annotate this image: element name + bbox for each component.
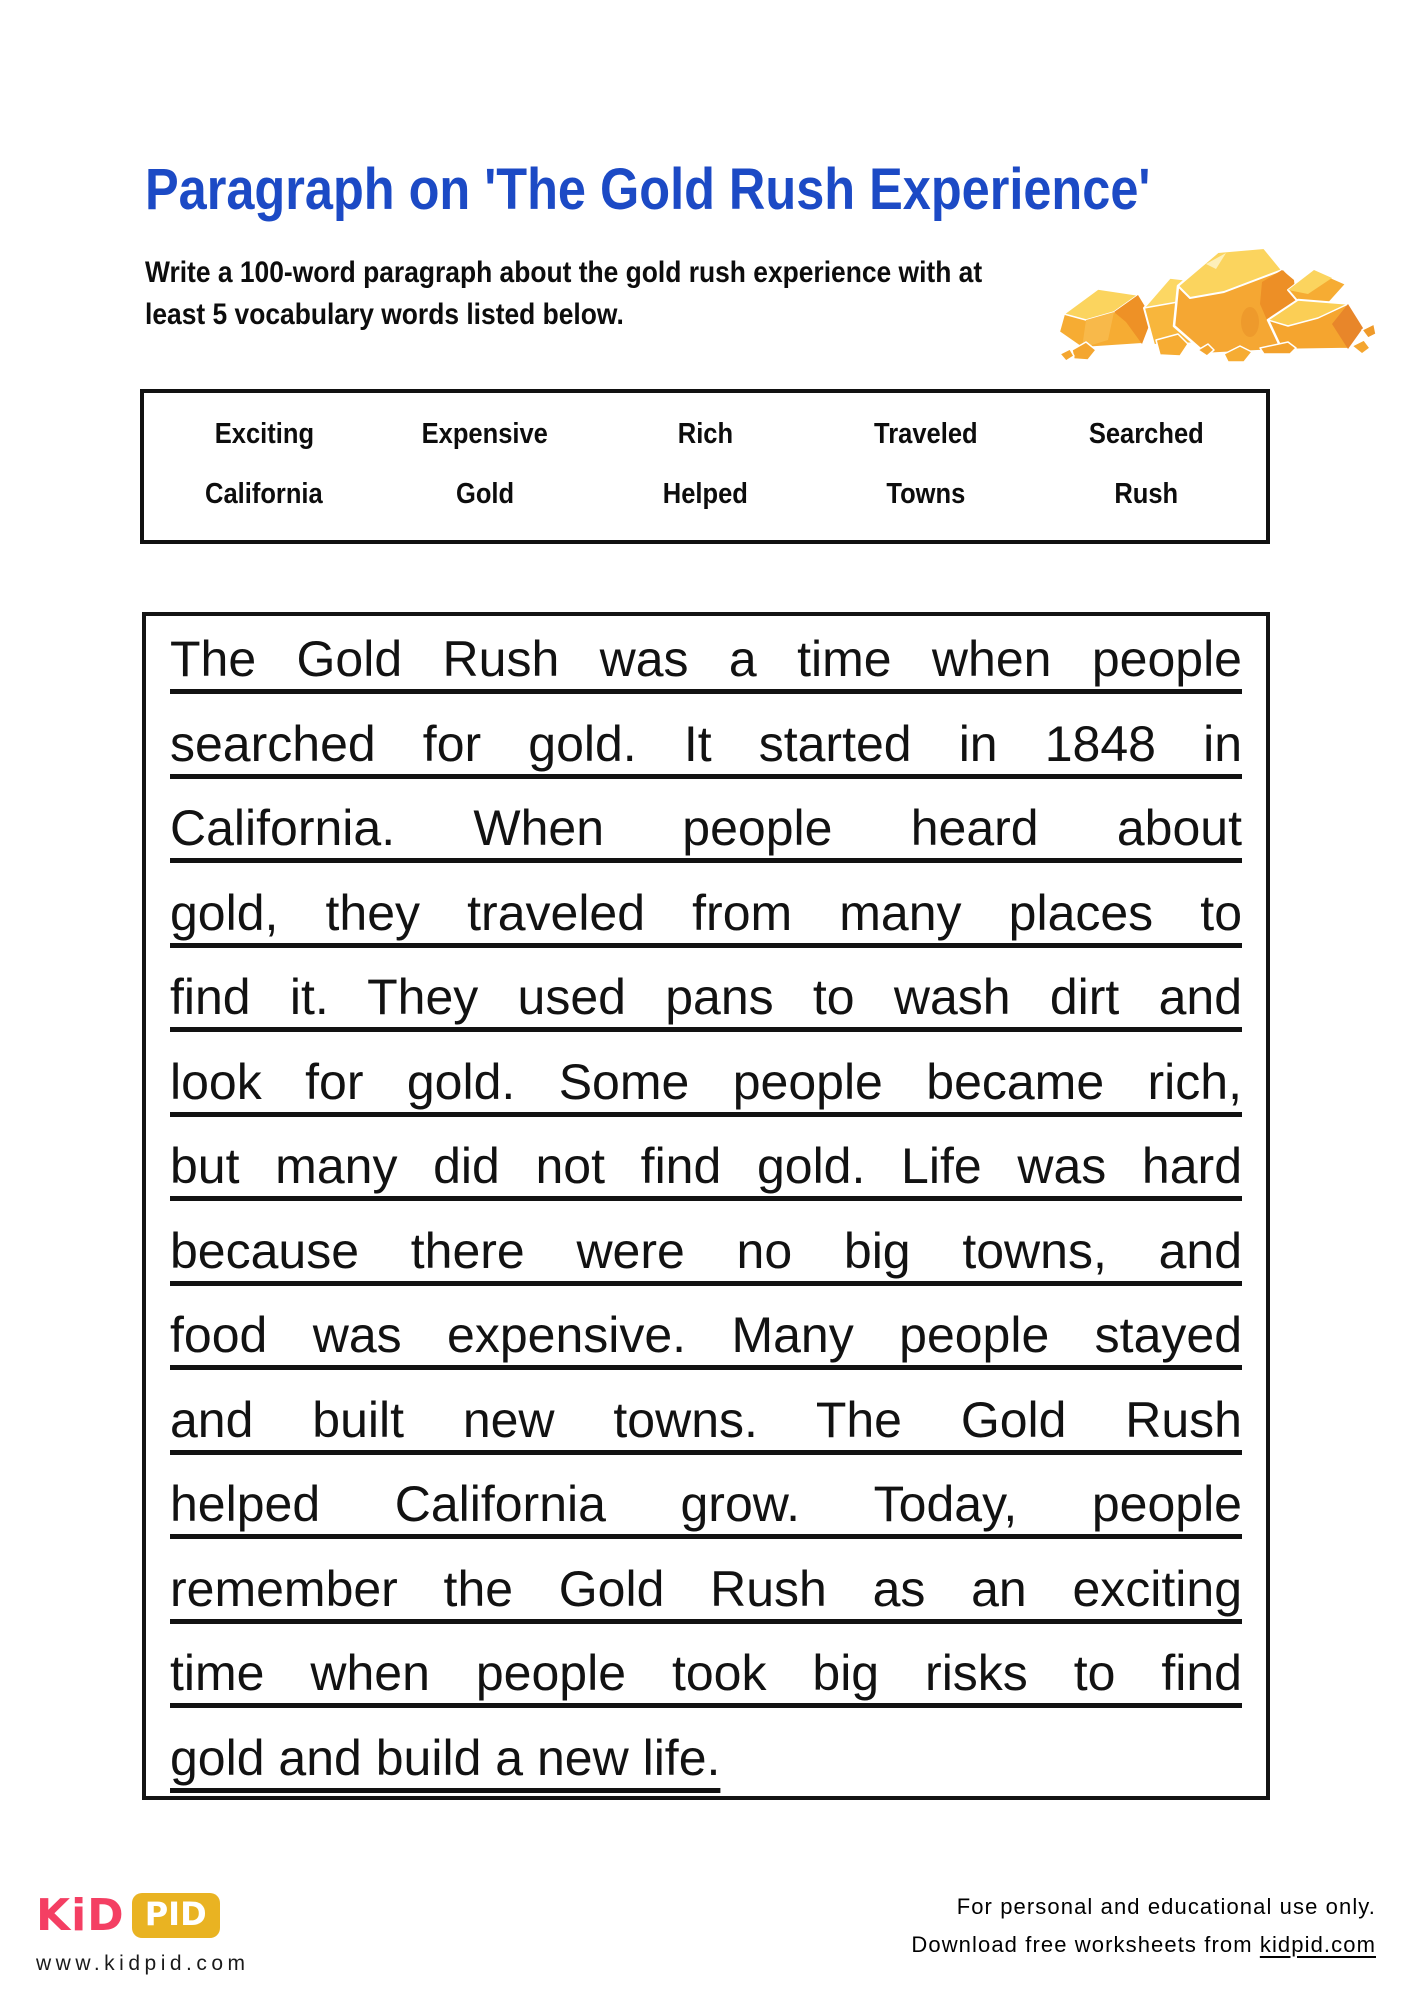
- paragraph-line: gold, they traveled from many places to: [170, 884, 1242, 941]
- kidpid-website-url: www.kidpid.com: [36, 1952, 250, 1975]
- footer-notice-line-1: For personal and educational use only.: [956, 1894, 1376, 1919]
- paragraph-line: time when people took big risks to find: [170, 1645, 1242, 1701]
- paragraph-answer-box: [142, 612, 1270, 1800]
- vocab-word: Expensive: [421, 418, 548, 451]
- kidpid-link[interactable]: kidpid.com: [1259, 1932, 1376, 1957]
- paragraph-line: find it. They used pans to wash dirt and: [170, 969, 1242, 1025]
- vocab-word: Rich: [677, 418, 733, 451]
- paragraph-line: food was expensive. Many people stayed: [170, 1307, 1242, 1363]
- paragraph-line: California. When people heard about: [170, 800, 1242, 856]
- paragraph-line: searched for gold. It started in 1848 in: [170, 715, 1242, 772]
- gold-nuggets-illustration: [1056, 242, 1376, 374]
- vocab-word: Gold: [455, 477, 514, 510]
- footer-notice-line-2: [911, 1926, 1376, 1964]
- vocab-word: Rush: [1113, 477, 1178, 510]
- paragraph-line: gold and build a new life.: [170, 1729, 721, 1786]
- kidpid-logo: [36, 1890, 220, 1941]
- footer-notice: [911, 1888, 1376, 1964]
- paragraph-line: look for gold. Some people became rich,: [170, 1053, 1242, 1110]
- paragraph-line: The Gold Rush was a time when people: [170, 631, 1242, 687]
- instructions-line-2: least 5 vocabulary words listed below.: [145, 298, 624, 331]
- kidpid-logo-pid-badge: PID: [132, 1893, 220, 1938]
- instructions-line-1: Write a 100-word paragraph about the gold rush experience with at: [145, 256, 983, 289]
- paragraph-line: and built new towns. The Gold Rush: [170, 1391, 1242, 1448]
- vocab-word: California: [205, 477, 324, 510]
- vocab-word: Searched: [1088, 418, 1204, 451]
- paragraph-line: helped California grow. Today, people: [170, 1476, 1242, 1532]
- paragraph-line: remember the Gold Rush as an exciting: [170, 1560, 1242, 1617]
- vocabulary-box: [140, 389, 1270, 544]
- footer-notice-line-2-prefix: Download free worksheets from: [911, 1932, 1260, 1957]
- paragraph-line: but many did not find gold. Life was hard: [170, 1138, 1242, 1194]
- paragraph-line: because there were no big towns, and: [170, 1222, 1242, 1279]
- vocab-word: Helped: [662, 477, 748, 510]
- page-title: Paragraph on 'The Gold Rush Experience': [145, 157, 1151, 222]
- kidpid-logo-kid-text: KiD: [36, 1890, 125, 1941]
- vocab-word: Towns: [885, 477, 965, 510]
- vocab-word: Exciting: [214, 418, 314, 451]
- vocab-word: Traveled: [873, 418, 978, 451]
- instructions: [145, 252, 982, 336]
